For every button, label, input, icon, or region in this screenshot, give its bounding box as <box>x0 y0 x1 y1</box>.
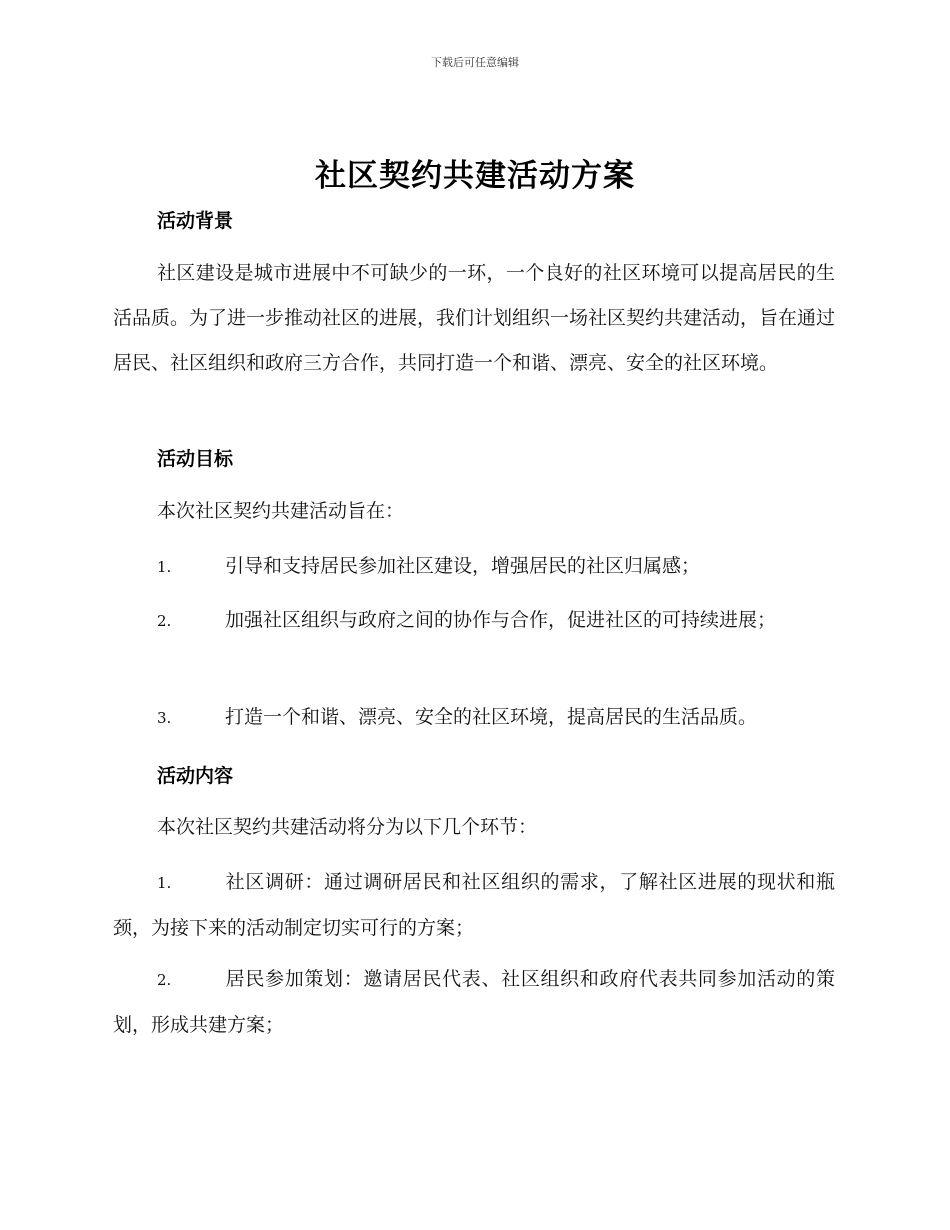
content-list-item <box>113 860 835 951</box>
list-number: 1. <box>157 558 172 576</box>
list-item-text: 社区调研：通过调研居民和社区组织的需求，了解社区进展的现状和瓶颈，为接下来的活动制定切实可行的方案； <box>113 871 835 939</box>
list-number: 1. <box>157 874 172 892</box>
list-item-text: 打造一个和谐、漂亮、安全的社区环境，提高居民的生活品质。 <box>225 706 758 728</box>
list-item-text: 引导和支持居民参加社区建设，增强居民的社区归属感； <box>225 555 701 577</box>
document-title: 社区契约共建活动方案 <box>315 158 635 194</box>
goals-list-item <box>113 695 835 741</box>
background-paragraph: 社区建设是城市进展中不可缺少的一环，一个良好的社区环境可以提高居民的生活品质。为了进一步推动社区的进展，我们计划组织一场社区契约共建活动，旨在通过居民、社区组织和政府三方合作，共同打造一个和谐、漂亮、安全的社区环境。 <box>113 262 836 374</box>
goals-list-item <box>113 544 835 590</box>
content-list-item <box>113 957 835 1048</box>
section-heading-background: 活动背景 <box>157 210 234 232</box>
list-item-text: 加强社区组织与政府之间的协作与合作，促进社区的可持续进展； <box>225 609 777 631</box>
list-number: 2. <box>157 971 172 989</box>
goals-intro: 本次社区契约共建活动旨在： <box>157 500 405 522</box>
content-intro: 本次社区契约共建活动将分为以下几个环节： <box>157 816 538 838</box>
page-header-note: 下载后可任意编辑 <box>431 56 519 69</box>
section-heading-goals: 活动目标 <box>157 448 234 470</box>
list-number: 2. <box>157 612 172 630</box>
list-number: 3. <box>157 709 172 727</box>
goals-list-item <box>113 598 835 644</box>
section-heading-content: 活动内容 <box>157 765 234 787</box>
list-item-text: 居民参加策划：邀请居民代表、社区组织和政府代表共同参加活动的策划，形成共建方案； <box>113 968 835 1036</box>
